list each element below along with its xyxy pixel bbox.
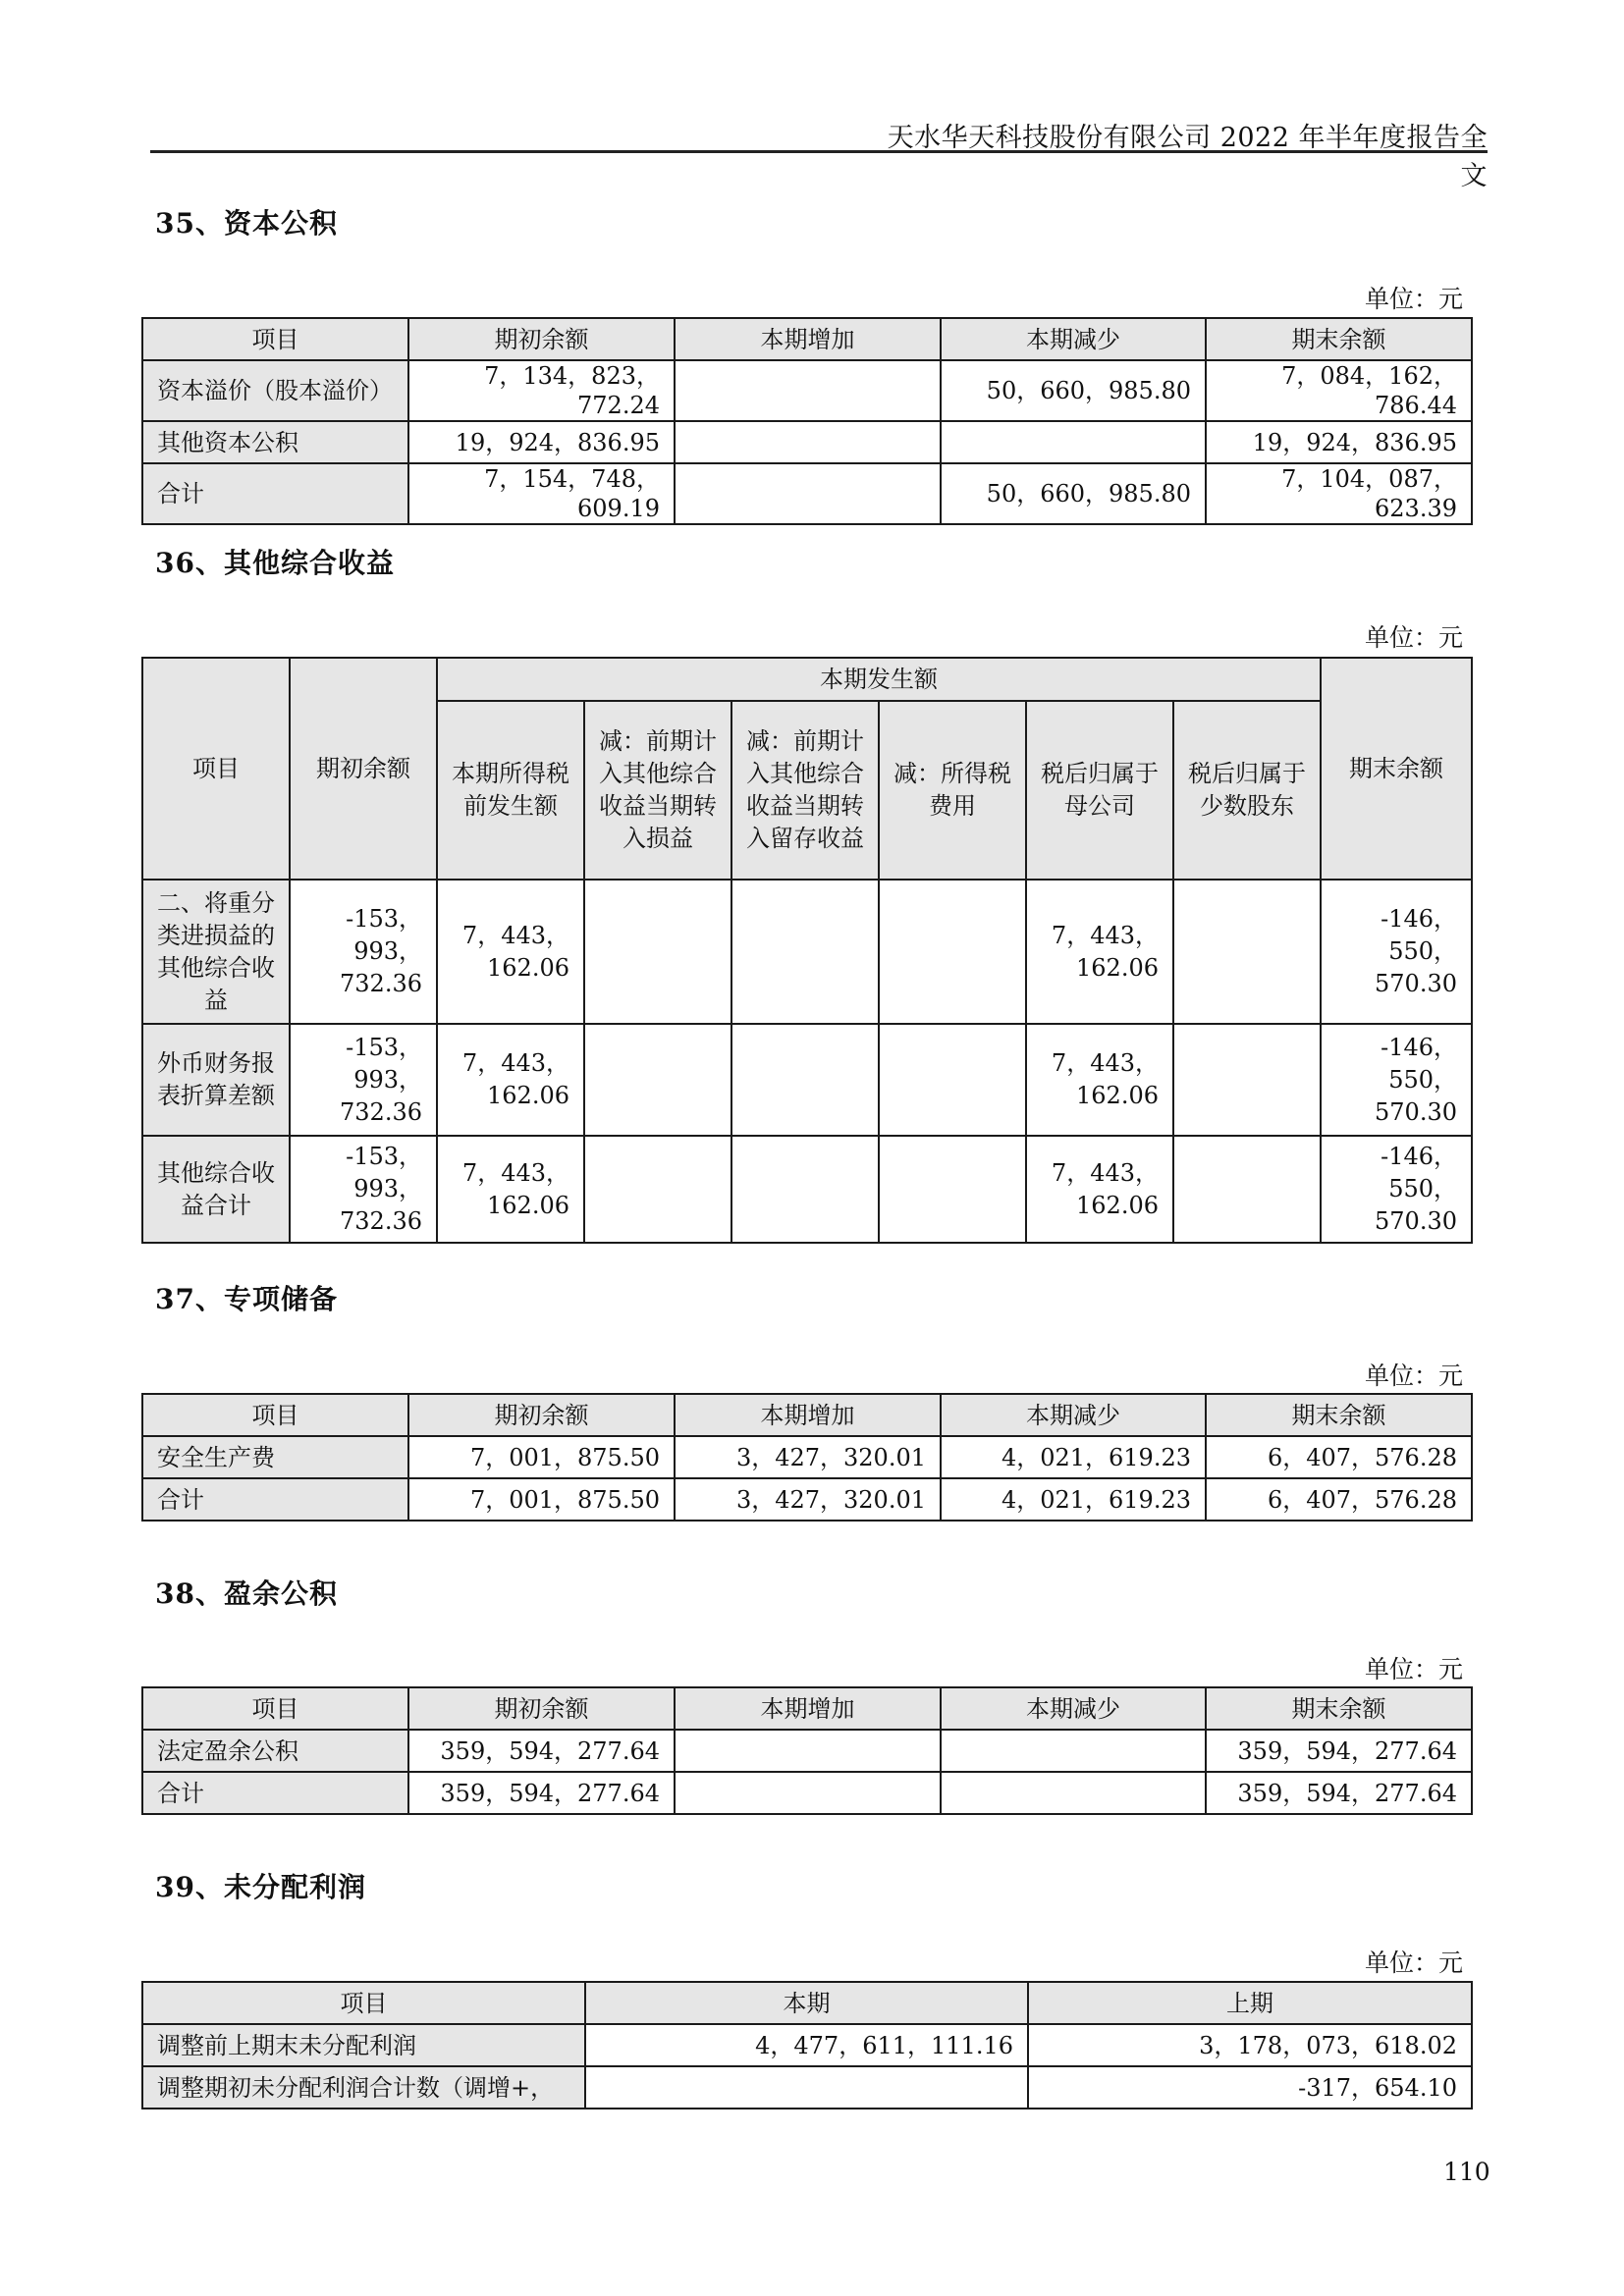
cell: 3，427，320.01 [675,1478,941,1521]
row-label: 二、将重分类进损益的其他综合收益 [142,880,290,1024]
column-header: 期末余额 [1206,1394,1472,1436]
column-header: 项目 [142,318,408,360]
row-label: 其他综合收益合计 [142,1136,290,1243]
row-label: 外币财务报表折算差额 [142,1024,290,1136]
column-header: 期初余额 [408,1394,675,1436]
cell [584,880,731,1024]
table-row [142,463,1472,524]
report-header: 天水华天科技股份有限公司 2022 年半年度报告全文 [887,123,1488,191]
cell: -153，993，732.36 [290,1024,437,1136]
cell: 359，594，277.64 [1206,1772,1472,1814]
column-header: 期初余额 [408,1687,675,1730]
table-header-row [142,1394,1472,1436]
column-header: 期末余额 [1206,318,1472,360]
row-label: 合计 [142,1772,408,1814]
cell: 4，477，611，111.16 [585,2024,1028,2066]
cell: -146，550，570.30 [1321,1024,1472,1136]
cell: 6，407，576.28 [1206,1436,1472,1478]
cell: 7，134，823，772.24 [408,360,675,421]
column-header: 本期减少 [941,1394,1206,1436]
unit-label: 单位：元 [1364,1949,1463,1977]
cell: 7，443，162.06 [437,880,584,1024]
page-number: 110 [1443,2158,1490,2186]
cell [675,421,941,463]
table-header-row [142,318,1472,360]
cell: 4，021，619.23 [941,1436,1206,1478]
cell: -146，550，570.30 [1321,1136,1472,1243]
cell: -153，993，732.36 [290,1136,437,1243]
column-header: 本期增加 [675,1394,941,1436]
column-header: 本期减少 [941,318,1206,360]
header-rule [150,150,1488,153]
table-header-row [142,658,1472,701]
cell: 7，154，748，609.19 [408,463,675,524]
row-label: 安全生产费 [142,1436,408,1478]
cell: -153，993，732.36 [290,880,437,1024]
cell: 7，443，162.06 [437,1136,584,1243]
unit-label: 单位：元 [1364,285,1463,313]
cell [1173,880,1321,1024]
table-row [142,1136,1472,1243]
cell [675,360,941,421]
cell: 359，594，277.64 [408,1772,675,1814]
column-header: 期末余额 [1206,1687,1472,1730]
column-header: 项目 [142,1394,408,1436]
table-row [142,1730,1472,1772]
cell [675,463,941,524]
column-header: 减：所得税费用 [879,701,1026,880]
table-row [142,2024,1472,2066]
cell [731,1024,879,1136]
section-38-title: 38、盈余公积 [155,1577,338,1610]
row-label: 法定盈余公积 [142,1730,408,1772]
row-label: 合计 [142,463,408,524]
cell: 50，660，985.80 [941,463,1206,524]
row-label: 资本溢价（股本溢价） [142,360,408,421]
cell [879,880,1026,1024]
cell: 359，594，277.64 [1206,1730,1472,1772]
column-header: 税后归属于母公司 [1026,701,1173,880]
cell [731,880,879,1024]
cell: 7，443，162.06 [1026,1136,1173,1243]
row-label: 调整期初未分配利润合计数（调增+， [142,2066,585,2109]
column-header: 减：前期计入其他综合收益当期转入损益 [584,701,731,880]
column-header: 减：前期计入其他综合收益当期转入留存收益 [731,701,879,880]
table-row [142,1436,1472,1478]
table-row [142,1478,1472,1521]
table-header-row [142,1687,1472,1730]
table-row [142,880,1472,1024]
section-37-title: 37、专项储备 [155,1283,338,1315]
column-header: 期初余额 [408,318,675,360]
column-header: 项目 [142,658,290,880]
cell: -146，550，570.30 [1321,880,1472,1024]
cell [584,1024,731,1136]
column-group-header: 本期发生额 [437,658,1321,701]
cell [585,2066,1028,2109]
section-35-title: 35、资本公积 [155,207,338,240]
column-header: 本期增加 [675,318,941,360]
cell: 6，407，576.28 [1206,1478,1472,1521]
column-header: 本期减少 [941,1687,1206,1730]
row-label: 其他资本公积 [142,421,408,463]
cell [731,1136,879,1243]
column-header: 本期所得税前发生额 [437,701,584,880]
cell [941,421,1206,463]
cell: 3，427，320.01 [675,1436,941,1478]
column-header: 本期增加 [675,1687,941,1730]
cell [879,1024,1026,1136]
cell: 7，084，162，786.44 [1206,360,1472,421]
table-row [142,1772,1472,1814]
row-label: 调整前上期末未分配利润 [142,2024,585,2066]
cell [941,1772,1206,1814]
column-header: 税后归属于少数股东 [1173,701,1321,880]
cell: 7，443，162.06 [1026,1024,1173,1136]
cell [879,1136,1026,1243]
cell [1173,1136,1321,1243]
section-36-title: 36、其他综合收益 [155,547,395,579]
cell: 50，660，985.80 [941,360,1206,421]
capital-reserve-table [141,317,1473,525]
cell: 19，924，836.95 [408,421,675,463]
section-39-title: 39、未分配利润 [155,1871,366,1903]
cell: 3，178，073，618.02 [1028,2024,1472,2066]
column-header: 项目 [142,1687,408,1730]
unit-label: 单位：元 [1364,1362,1463,1390]
cell [675,1772,941,1814]
cell: 19，924，836.95 [1206,421,1472,463]
unit-label: 单位：元 [1364,1655,1463,1683]
cell: 7，443，162.06 [1026,880,1173,1024]
column-header: 项目 [142,1982,585,2024]
table-row [142,2066,1472,2109]
cell: -317，654.10 [1028,2066,1472,2109]
cell [675,1730,941,1772]
unit-label: 单位：元 [1364,623,1463,652]
cell: 4，021，619.23 [941,1478,1206,1521]
table-row [142,360,1472,421]
surplus-reserve-table [141,1686,1473,1815]
cell: 359，594，277.64 [408,1730,675,1772]
column-header: 本期 [585,1982,1028,2024]
column-header: 期初余额 [290,658,437,880]
table-row [142,421,1472,463]
cell: 7，104，087，623.39 [1206,463,1472,524]
cell [941,1730,1206,1772]
column-header: 期末余额 [1321,658,1472,880]
undistributed-profit-table [141,1981,1473,2109]
row-label: 合计 [142,1478,408,1521]
other-comprehensive-income-table [141,657,1473,1244]
cell: 7，001，875.50 [408,1478,675,1521]
column-header: 上期 [1028,1982,1472,2024]
cell [584,1136,731,1243]
cell: 7，443，162.06 [437,1024,584,1136]
special-reserve-table [141,1393,1473,1522]
cell [1173,1024,1321,1136]
cell: 7，001，875.50 [408,1436,675,1478]
table-row [142,1024,1472,1136]
table-header-row [142,1982,1472,2024]
